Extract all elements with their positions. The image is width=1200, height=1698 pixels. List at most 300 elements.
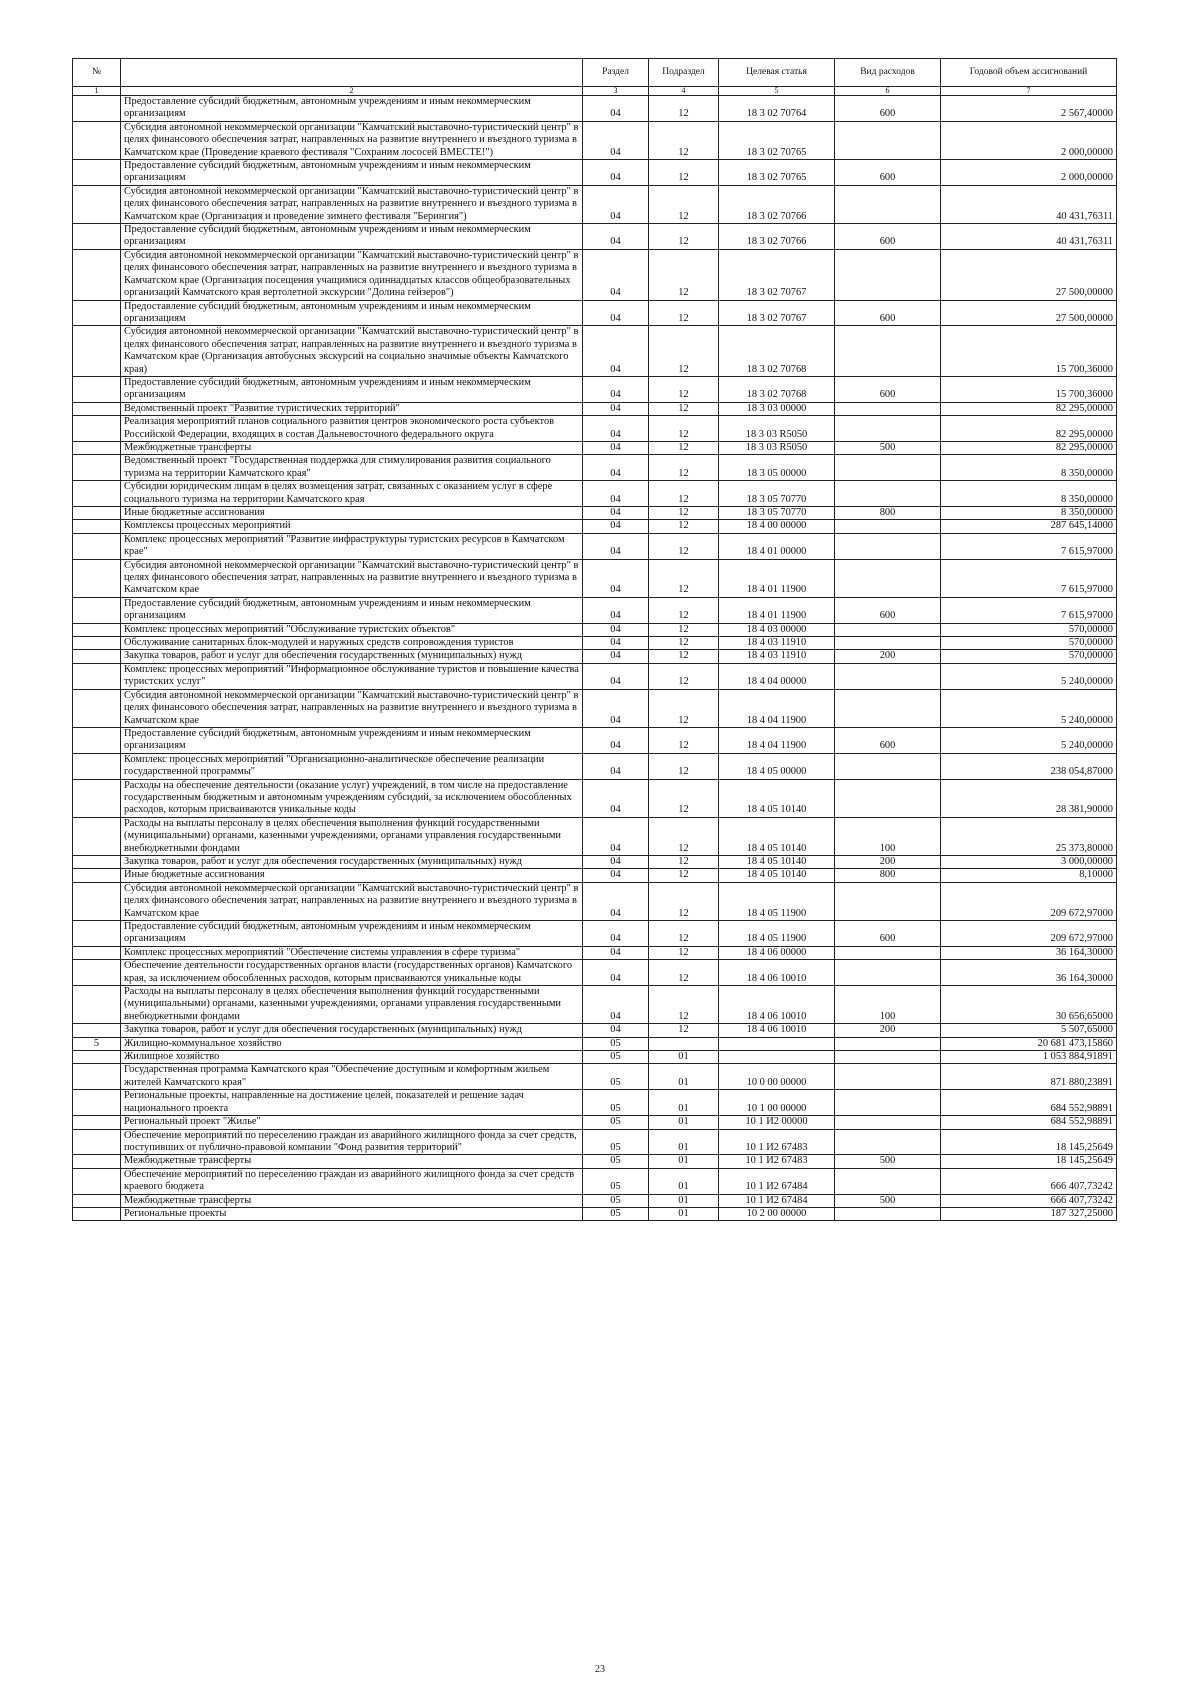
row-amount: 8 350,00000 <box>941 455 1117 481</box>
row-expense-type: 600 <box>835 300 941 326</box>
row-target-article: 18 3 05 70770 <box>719 507 835 520</box>
row-name: Предоставление субсидий бюджетным, автономным учреждениям и иным некоммерческим организациям <box>121 727 583 753</box>
col-index: 5 <box>719 87 835 96</box>
row-razdel: 04 <box>583 185 649 223</box>
table-row <box>73 1155 1117 1168</box>
col-header-target: Целевая статья <box>719 59 835 87</box>
row-podrazdel: 12 <box>649 753 719 779</box>
row-podrazdel: 12 <box>649 559 719 597</box>
row-name: Ведомственный проект "Государственная поддержка для стимулирования развития социального туризма на территории Камчатского края" <box>121 455 583 481</box>
row-target-article: 18 3 02 70767 <box>719 249 835 300</box>
row-name: Жилищное хозяйство <box>121 1051 583 1064</box>
row-target-article: 18 3 02 70765 <box>719 121 835 159</box>
table-row <box>73 1129 1117 1155</box>
table-row <box>73 185 1117 223</box>
row-expense-type <box>835 663 941 689</box>
row-number <box>73 637 121 650</box>
row-razdel: 04 <box>583 481 649 507</box>
row-amount: 18 145,25649 <box>941 1129 1117 1155</box>
row-name: Государственная программа Камчатского края "Обеспечение доступным и комфортным жильем жителей Камчатского края" <box>121 1064 583 1090</box>
row-razdel: 05 <box>583 1064 649 1090</box>
row-amount: 20 681 473,15860 <box>941 1037 1117 1050</box>
row-number <box>73 1116 121 1129</box>
row-amount: 82 295,00000 <box>941 441 1117 454</box>
row-expense-type: 600 <box>835 921 941 947</box>
row-number <box>73 1168 121 1194</box>
row-amount: 570,00000 <box>941 623 1117 636</box>
table-row <box>73 1116 1117 1129</box>
row-podrazdel: 12 <box>649 507 719 520</box>
row-podrazdel: 12 <box>649 520 719 533</box>
row-name: Закупка товаров, работ и услуг для обеспечения государственных (муниципальных) нужд <box>121 650 583 663</box>
row-podrazdel: 12 <box>649 96 719 122</box>
row-podrazdel: 01 <box>649 1064 719 1090</box>
row-target-article: 18 4 05 10140 <box>719 779 835 817</box>
row-target-article: 18 4 06 10010 <box>719 986 835 1024</box>
row-expense-type <box>835 455 941 481</box>
row-name: Комплекс процессных мероприятий "Информационное обслуживание туристов и повышение качества туристских услуг" <box>121 663 583 689</box>
col-index: 7 <box>941 87 1117 96</box>
row-target-article: 18 4 06 10010 <box>719 1024 835 1037</box>
row-razdel: 05 <box>583 1168 649 1194</box>
row-name: Обслуживание санитарных блок-модулей и наружных средств сопровождения туристов <box>121 637 583 650</box>
row-name: Предоставление субсидий бюджетным, автономным учреждениям и иным некоммерческим организациям <box>121 300 583 326</box>
row-expense-type: 600 <box>835 96 941 122</box>
row-podrazdel: 12 <box>649 779 719 817</box>
row-amount: 30 656,65000 <box>941 986 1117 1024</box>
row-number <box>73 185 121 223</box>
row-amount: 5 240,00000 <box>941 727 1117 753</box>
row-name: Расходы на обеспечение деятельности (оказание услуг) учреждений, в том числе на предоставление государственным бюджетным и автономным учреждениям субсидий, за исключением обособленных расходов, которым присваиваются уникальные коды <box>121 779 583 817</box>
row-expense-type: 500 <box>835 441 941 454</box>
row-razdel: 04 <box>583 663 649 689</box>
row-razdel: 04 <box>583 300 649 326</box>
row-amount: 7 615,97000 <box>941 559 1117 597</box>
row-target-article: 10 1 И2 67484 <box>719 1194 835 1207</box>
row-name: Предоставление субсидий бюджетным, автономным учреждениям и иным некоммерческим организациям <box>121 597 583 623</box>
row-amount: 3 000,00000 <box>941 855 1117 868</box>
row-number <box>73 1024 121 1037</box>
row-amount: 82 295,00000 <box>941 402 1117 415</box>
table-row <box>73 376 1117 402</box>
row-name: Субсидия автономной некоммерческой организации "Камчатский выставочно-туристический центр" в целях финансового обеспечения затрат, направленных на развитие внутреннего и въездного туризма в Камчатском крае (Организация и проведение зимнего фестиваля "Берингия") <box>121 185 583 223</box>
row-name: Комплекс процессных мероприятий "Организационно-аналитическое обеспечение реализации государственной программы" <box>121 753 583 779</box>
row-amount: 5 240,00000 <box>941 663 1117 689</box>
row-number: 5 <box>73 1037 121 1050</box>
row-name: Предоставление субсидий бюджетным, автономным учреждениям и иным некоммерческим организациям <box>121 160 583 186</box>
row-expense-type <box>835 882 941 920</box>
row-name: Закупка товаров, работ и услуг для обеспечения государственных (муниципальных) нужд <box>121 1024 583 1037</box>
row-razdel: 04 <box>583 817 649 855</box>
budget-table <box>72 58 1117 1221</box>
row-podrazdel: 12 <box>649 663 719 689</box>
row-target-article: 10 0 00 00000 <box>719 1064 835 1090</box>
table-row <box>73 597 1117 623</box>
row-amount: 238 054,87000 <box>941 753 1117 779</box>
col-index: 6 <box>835 87 941 96</box>
row-target-article: 18 4 05 10140 <box>719 869 835 882</box>
row-podrazdel: 12 <box>649 882 719 920</box>
row-razdel: 05 <box>583 1155 649 1168</box>
row-podrazdel: 12 <box>649 921 719 947</box>
table-row <box>73 481 1117 507</box>
row-name: Предоставление субсидий бюджетным, автономным учреждениям и иным некоммерческим организациям <box>121 921 583 947</box>
row-number <box>73 921 121 947</box>
row-podrazdel: 01 <box>649 1090 719 1116</box>
row-number <box>73 249 121 300</box>
row-razdel: 04 <box>583 689 649 727</box>
row-amount: 36 164,30000 <box>941 946 1117 959</box>
row-razdel: 04 <box>583 224 649 250</box>
row-amount: 2 567,40000 <box>941 96 1117 122</box>
row-amount: 40 431,76311 <box>941 224 1117 250</box>
table-row <box>73 402 1117 415</box>
row-podrazdel: 12 <box>649 533 719 559</box>
row-amount: 871 880,23891 <box>941 1064 1117 1090</box>
row-amount: 5 240,00000 <box>941 689 1117 727</box>
row-name: Предоставление субсидий бюджетным, автономным учреждениям и иным некоммерческим организациям <box>121 376 583 402</box>
row-expense-type <box>835 1090 941 1116</box>
row-target-article: 18 4 00 00000 <box>719 520 835 533</box>
row-number <box>73 1207 121 1220</box>
row-podrazdel: 12 <box>649 597 719 623</box>
row-expense-type <box>835 960 941 986</box>
row-name: Межбюджетные трансферты <box>121 1194 583 1207</box>
row-name: Предоставление субсидий бюджетным, автономным учреждениям и иным некоммерческим организациям <box>121 96 583 122</box>
row-expense-type <box>835 249 941 300</box>
row-expense-type <box>835 402 941 415</box>
row-podrazdel <box>649 1037 719 1050</box>
row-expense-type: 100 <box>835 817 941 855</box>
row-expense-type <box>835 520 941 533</box>
row-podrazdel: 01 <box>649 1155 719 1168</box>
row-expense-type <box>835 121 941 159</box>
row-razdel: 04 <box>583 402 649 415</box>
row-podrazdel: 12 <box>649 455 719 481</box>
row-razdel: 04 <box>583 326 649 377</box>
row-expense-type <box>835 1168 941 1194</box>
row-name: Субсидия автономной некоммерческой организации "Камчатский выставочно-туристический центр" в целях финансового обеспечения затрат, направленных на развитие внутреннего и въездного туризма в Камчатском крае <box>121 882 583 920</box>
row-number <box>73 121 121 159</box>
row-amount: 209 672,97000 <box>941 882 1117 920</box>
row-name: Обеспечение мероприятий по переселению граждан из аварийного жилищного фонда за счет средств краевого бюджета <box>121 1168 583 1194</box>
row-name: Ведомственный проект "Развитие туристических территорий" <box>121 402 583 415</box>
table-row <box>73 441 1117 454</box>
row-amount: 27 500,00000 <box>941 300 1117 326</box>
row-number <box>73 520 121 533</box>
table-row <box>73 533 1117 559</box>
table-row <box>73 869 1117 882</box>
row-podrazdel: 12 <box>649 637 719 650</box>
row-amount: 28 381,90000 <box>941 779 1117 817</box>
row-name: Обеспечение деятельности государственных органов власти (государственных органов) Камчатского края, за исключением обособленных расходов, которым присваиваются уникальные коды <box>121 960 583 986</box>
row-razdel: 04 <box>583 121 649 159</box>
row-podrazdel: 12 <box>649 121 719 159</box>
row-podrazdel: 12 <box>649 300 719 326</box>
row-number <box>73 623 121 636</box>
row-podrazdel: 12 <box>649 185 719 223</box>
row-number <box>73 1064 121 1090</box>
row-name: Комплекс процессных мероприятий "Развитие инфраструктуры туристских ресурсов в Камчатском крае" <box>121 533 583 559</box>
row-amount: 8 350,00000 <box>941 481 1117 507</box>
row-podrazdel: 12 <box>649 817 719 855</box>
row-podrazdel: 12 <box>649 376 719 402</box>
row-target-article: 18 4 01 00000 <box>719 533 835 559</box>
col-index: 3 <box>583 87 649 96</box>
row-razdel: 04 <box>583 455 649 481</box>
row-expense-type: 200 <box>835 650 941 663</box>
table-row <box>73 855 1117 868</box>
row-target-article: 18 3 02 70764 <box>719 96 835 122</box>
row-razdel: 04 <box>583 960 649 986</box>
row-number <box>73 663 121 689</box>
row-number <box>73 224 121 250</box>
row-name: Межбюджетные трансферты <box>121 441 583 454</box>
row-target-article: 18 3 05 00000 <box>719 455 835 481</box>
row-number <box>73 869 121 882</box>
row-expense-type <box>835 1116 941 1129</box>
row-podrazdel: 12 <box>649 249 719 300</box>
row-amount: 25 373,80000 <box>941 817 1117 855</box>
row-podrazdel: 12 <box>649 441 719 454</box>
row-expense-type: 600 <box>835 727 941 753</box>
row-podrazdel: 12 <box>649 689 719 727</box>
row-target-article: 18 4 06 00000 <box>719 946 835 959</box>
table-row <box>73 623 1117 636</box>
table-header-row <box>73 59 1117 87</box>
row-razdel: 04 <box>583 559 649 597</box>
row-amount: 7 615,97000 <box>941 533 1117 559</box>
row-target-article: 18 3 02 70765 <box>719 160 835 186</box>
row-amount: 684 552,98891 <box>941 1090 1117 1116</box>
row-razdel: 05 <box>583 1051 649 1064</box>
row-target-article: 18 3 03 00000 <box>719 402 835 415</box>
row-expense-type: 500 <box>835 1194 941 1207</box>
col-index: 2 <box>121 87 583 96</box>
row-number <box>73 481 121 507</box>
row-amount: 18 145,25649 <box>941 1155 1117 1168</box>
row-expense-type <box>835 1051 941 1064</box>
row-expense-type <box>835 559 941 597</box>
row-name: Региональные проекты <box>121 1207 583 1220</box>
row-target-article: 18 4 03 11910 <box>719 637 835 650</box>
row-razdel: 04 <box>583 1024 649 1037</box>
table-row <box>73 650 1117 663</box>
row-number <box>73 455 121 481</box>
row-amount: 15 700,36000 <box>941 326 1117 377</box>
row-razdel: 04 <box>583 441 649 454</box>
row-podrazdel: 01 <box>649 1168 719 1194</box>
table-row <box>73 921 1117 947</box>
table-row <box>73 1051 1117 1064</box>
row-amount: 2 000,00000 <box>941 160 1117 186</box>
row-amount: 287 645,14000 <box>941 520 1117 533</box>
row-target-article: 18 3 02 70766 <box>719 224 835 250</box>
row-target-article: 18 4 01 11900 <box>719 559 835 597</box>
row-podrazdel: 12 <box>649 855 719 868</box>
table-row <box>73 249 1117 300</box>
page-number: 23 <box>595 1664 605 1675</box>
row-target-article: 18 4 05 10140 <box>719 855 835 868</box>
row-name: Региональные проекты, направленные на достижение целей, показателей и решение задач национального проекта <box>121 1090 583 1116</box>
row-number <box>73 650 121 663</box>
row-number <box>73 441 121 454</box>
row-number <box>73 753 121 779</box>
row-razdel: 05 <box>583 1116 649 1129</box>
row-podrazdel: 12 <box>649 986 719 1024</box>
row-number <box>73 946 121 959</box>
table-row <box>73 779 1117 817</box>
row-expense-type: 600 <box>835 160 941 186</box>
row-expense-type <box>835 1129 941 1155</box>
table-row <box>73 416 1117 442</box>
row-razdel: 04 <box>583 376 649 402</box>
row-expense-type <box>835 416 941 442</box>
row-razdel: 04 <box>583 96 649 122</box>
table-row <box>73 1064 1117 1090</box>
table-row <box>73 559 1117 597</box>
row-expense-type: 500 <box>835 1155 941 1168</box>
row-razdel: 05 <box>583 1129 649 1155</box>
table-row <box>73 882 1117 920</box>
row-podrazdel: 12 <box>649 326 719 377</box>
row-target-article: 18 4 04 11900 <box>719 689 835 727</box>
row-number <box>73 597 121 623</box>
table-row <box>73 160 1117 186</box>
row-amount: 570,00000 <box>941 637 1117 650</box>
row-expense-type <box>835 689 941 727</box>
row-name: Субсидия автономной некоммерческой организации "Камчатский выставочно-туристический центр" в целях финансового обеспечения затрат, направленных на развитие внутреннего и въездного туризма в Камчатском крае (Проведение краевого фестиваля "Сохраним лососей ВМЕСТЕ!") <box>121 121 583 159</box>
row-target-article: 18 4 05 11900 <box>719 921 835 947</box>
row-number <box>73 1090 121 1116</box>
row-razdel: 04 <box>583 249 649 300</box>
row-podrazdel: 12 <box>649 960 719 986</box>
row-podrazdel: 12 <box>649 727 719 753</box>
table-row <box>73 1207 1117 1220</box>
row-name: Расходы на выплаты персоналу в целях обеспечения выполнения функций государственными (муниципальными) органами, казенными учреждениями, органами управления государственными внебюджетными фондами <box>121 986 583 1024</box>
table-row <box>73 96 1117 122</box>
table-row <box>73 1090 1117 1116</box>
row-podrazdel: 12 <box>649 416 719 442</box>
row-amount: 7 615,97000 <box>941 597 1117 623</box>
col-header-razdel: Раздел <box>583 59 649 87</box>
row-podrazdel: 01 <box>649 1129 719 1155</box>
row-number <box>73 376 121 402</box>
row-name: Субсидия автономной некоммерческой организации "Камчатский выставочно-туристический центр" в целях финансового обеспечения затрат, направленных на развитие внутреннего и въездного туризма в Камчатском крае (Организация автобусных экскурсий на социально значимые объекты Камчатского края) <box>121 326 583 377</box>
row-target-article: 10 1 00 00000 <box>719 1090 835 1116</box>
row-target-article: 18 3 05 70770 <box>719 481 835 507</box>
row-number <box>73 559 121 597</box>
table-row <box>73 946 1117 959</box>
row-target-article: 18 4 04 00000 <box>719 663 835 689</box>
row-amount: 36 164,30000 <box>941 960 1117 986</box>
row-name: Комплекс процессных мероприятий "Обеспечение системы управления в сфере туризма" <box>121 946 583 959</box>
row-razdel: 05 <box>583 1090 649 1116</box>
row-amount: 8 350,00000 <box>941 507 1117 520</box>
table-row <box>73 1037 1117 1050</box>
row-podrazdel: 12 <box>649 869 719 882</box>
row-target-article: 10 1 И2 67483 <box>719 1155 835 1168</box>
col-header-vid: Вид расходов <box>835 59 941 87</box>
row-target-article: 18 3 03 R5050 <box>719 441 835 454</box>
row-number <box>73 416 121 442</box>
row-name: Жилищно-коммунальное хозяйство <box>121 1037 583 1050</box>
row-amount: 27 500,00000 <box>941 249 1117 300</box>
row-number <box>73 96 121 122</box>
table-row <box>73 1168 1117 1194</box>
table-row <box>73 224 1117 250</box>
row-target-article: 18 3 03 R5050 <box>719 416 835 442</box>
row-razdel: 04 <box>583 623 649 636</box>
row-razdel: 05 <box>583 1207 649 1220</box>
row-target-article: 18 3 02 70768 <box>719 376 835 402</box>
row-razdel: 04 <box>583 597 649 623</box>
row-target-article: 18 3 02 70766 <box>719 185 835 223</box>
row-podrazdel: 12 <box>649 946 719 959</box>
row-podrazdel: 01 <box>649 1051 719 1064</box>
row-target-article: 18 3 02 70767 <box>719 300 835 326</box>
col-index: 1 <box>73 87 121 96</box>
table-row <box>73 326 1117 377</box>
table-row <box>73 689 1117 727</box>
row-podrazdel: 12 <box>649 402 719 415</box>
row-target-article: 10 1 И2 00000 <box>719 1116 835 1129</box>
row-amount: 2 000,00000 <box>941 121 1117 159</box>
row-number <box>73 689 121 727</box>
row-podrazdel: 01 <box>649 1207 719 1220</box>
row-name: Региональный проект "Жилье" <box>121 1116 583 1129</box>
row-razdel: 04 <box>583 753 649 779</box>
table-row <box>73 753 1117 779</box>
row-expense-type: 100 <box>835 986 941 1024</box>
row-amount: 82 295,00000 <box>941 416 1117 442</box>
row-expense-type: 600 <box>835 224 941 250</box>
row-name: Субсидия автономной некоммерческой организации "Камчатский выставочно-туристический центр" в целях финансового обеспечения затрат, направленных на развитие внутреннего и въездного туризма в Камчатском крае (Организация посещения учащимися одиннадцатых классов общеобразовательных организаций Камчатского края вертолетной экскурсии "Долина гейзеров") <box>121 249 583 300</box>
row-expense-type <box>835 326 941 377</box>
row-razdel: 04 <box>583 416 649 442</box>
row-name: Расходы на выплаты персоналу в целях обеспечения выполнения функций государственными (муниципальными) органами, казенными учреждениями, органами управления государственными внебюджетными фондами <box>121 817 583 855</box>
row-razdel: 05 <box>583 1037 649 1050</box>
row-target-article: 18 4 06 10010 <box>719 960 835 986</box>
row-podrazdel: 12 <box>649 650 719 663</box>
row-number <box>73 960 121 986</box>
row-razdel: 04 <box>583 533 649 559</box>
row-razdel: 04 <box>583 650 649 663</box>
row-name: Обеспечение мероприятий по переселению граждан из аварийного жилищного фонда за счет средств, поступивших от публично-правовой компании "Фонд развития территорий" <box>121 1129 583 1155</box>
row-number <box>73 1194 121 1207</box>
table-row <box>73 455 1117 481</box>
col-index: 4 <box>649 87 719 96</box>
row-expense-type: 200 <box>835 1024 941 1037</box>
row-expense-type <box>835 1037 941 1050</box>
row-number <box>73 817 121 855</box>
row-name: Закупка товаров, работ и услуг для обеспечения государственных (муниципальных) нужд <box>121 855 583 868</box>
row-razdel: 04 <box>583 869 649 882</box>
row-number <box>73 300 121 326</box>
row-expense-type: 600 <box>835 376 941 402</box>
row-name: Субсидия автономной некоммерческой организации "Камчатский выставочно-туристический центр" в целях финансового обеспечения затрат, направленных на развитие внутреннего и въездного туризма в Камчатском крае <box>121 689 583 727</box>
row-podrazdel: 12 <box>649 481 719 507</box>
row-razdel: 04 <box>583 986 649 1024</box>
row-number <box>73 507 121 520</box>
table-row <box>73 300 1117 326</box>
row-number <box>73 1129 121 1155</box>
row-name: Субсидии юридическим лицам в целях возмещения затрат, связанных с оказанием услуг в сфере социального туризма на территории Камчатского края <box>121 481 583 507</box>
row-target-article: 18 4 05 11900 <box>719 882 835 920</box>
row-razdel: 04 <box>583 727 649 753</box>
row-razdel: 04 <box>583 855 649 868</box>
row-target-article: 18 4 05 00000 <box>719 753 835 779</box>
